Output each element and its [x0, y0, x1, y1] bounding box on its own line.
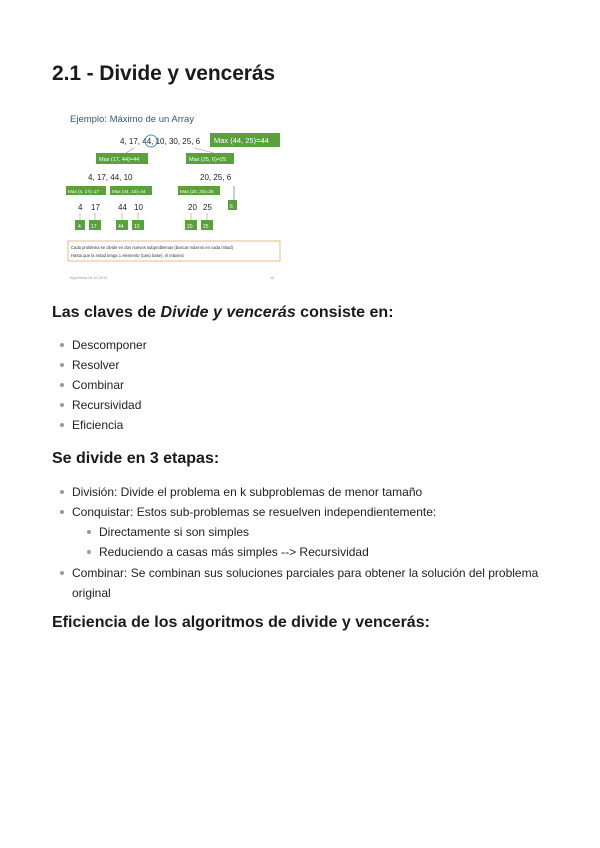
- section-heading-eficiencia: Eficiencia de los algoritmos de divide y vencerás:: [52, 614, 430, 631]
- list-item: División: Divide el problema en k subproblemas de menor tamaño: [52, 482, 552, 502]
- l2-num: 44: [118, 203, 127, 212]
- nested-list-item: Reduciendo a casas más simples --> Recursividad: [52, 542, 552, 562]
- slide-note-line1: Cada problema se divide en dos nuevos subproblemas (buscar máximo en cada mitad): [71, 245, 234, 250]
- leaf-label: 25: [203, 224, 209, 230]
- slide-footer-right: 15: [270, 276, 275, 280]
- list-item: Combinar: [52, 375, 147, 395]
- list-item: Recursividad: [52, 395, 147, 415]
- slide-image: [64, 104, 284, 286]
- l2-c-max-label: Max (20, 25)=25: [180, 189, 214, 194]
- l1-left-array: 4, 17, 44, 10: [88, 173, 133, 182]
- claves-list: [52, 335, 147, 435]
- section-heading-claves: Las claves de Divide y vencerás consiste en:: [52, 304, 394, 321]
- leaf-label: 10: [134, 224, 140, 230]
- l1-left-max-label: Max (17, 44)=44: [99, 157, 140, 163]
- slide-footer-left: Algoritmia 26-10-2019: [70, 276, 108, 280]
- nested-list: [52, 522, 552, 562]
- l2-a-max-label: Max (4, 17)=17: [68, 189, 100, 194]
- page-title: 2.1 - Divide y vencerás: [52, 62, 275, 85]
- l2-num: 25: [203, 203, 212, 212]
- l2-num: 10: [134, 203, 143, 212]
- nested-list-wrapper: [52, 522, 552, 562]
- l2-num: 17: [91, 203, 100, 212]
- leaf-6-label: 6: [230, 204, 233, 210]
- l1-right-array: 20, 25, 6: [200, 173, 232, 182]
- l2-num: 20: [188, 203, 197, 212]
- list-item: Eficiencia: [52, 415, 147, 435]
- root-max-label: Max (44, 25)=44: [214, 136, 269, 145]
- nested-list-item: Directamente si son simples: [52, 522, 552, 542]
- l2-b-max-label: Max (44, 10)=44: [112, 189, 146, 194]
- l2-num: 4: [78, 203, 83, 212]
- section-heading-etapas: Se divide en 3 etapas:: [52, 450, 220, 467]
- list-item: Descomponer: [52, 335, 147, 355]
- slide-heading: Ejemplo: Máximo de un Array: [70, 114, 195, 125]
- slide-note-box: [68, 241, 280, 261]
- slide-note-line2: Hasta que la mitad tenga 1 elemento (caso base), el máximo: [71, 253, 184, 258]
- etapas-list: [52, 482, 552, 603]
- l1-right-max-label: Max (25, 6)=25: [189, 157, 227, 163]
- list-item: Conquistar: Estos sub-problemas se resuelven independientemente:: [52, 502, 552, 522]
- leaf-label: 20: [187, 224, 193, 230]
- list-item: Resolver: [52, 355, 147, 375]
- list-item: Combinar: Se combinan sus soluciones parciales para obtener la solución del problema original: [52, 563, 552, 603]
- root-array: 4, 17, 44, 10, 30, 25, 6: [120, 137, 201, 146]
- leaf-label: 44: [118, 224, 124, 230]
- leaf-label: 17: [91, 224, 97, 230]
- leaf-label: 4: [78, 224, 81, 230]
